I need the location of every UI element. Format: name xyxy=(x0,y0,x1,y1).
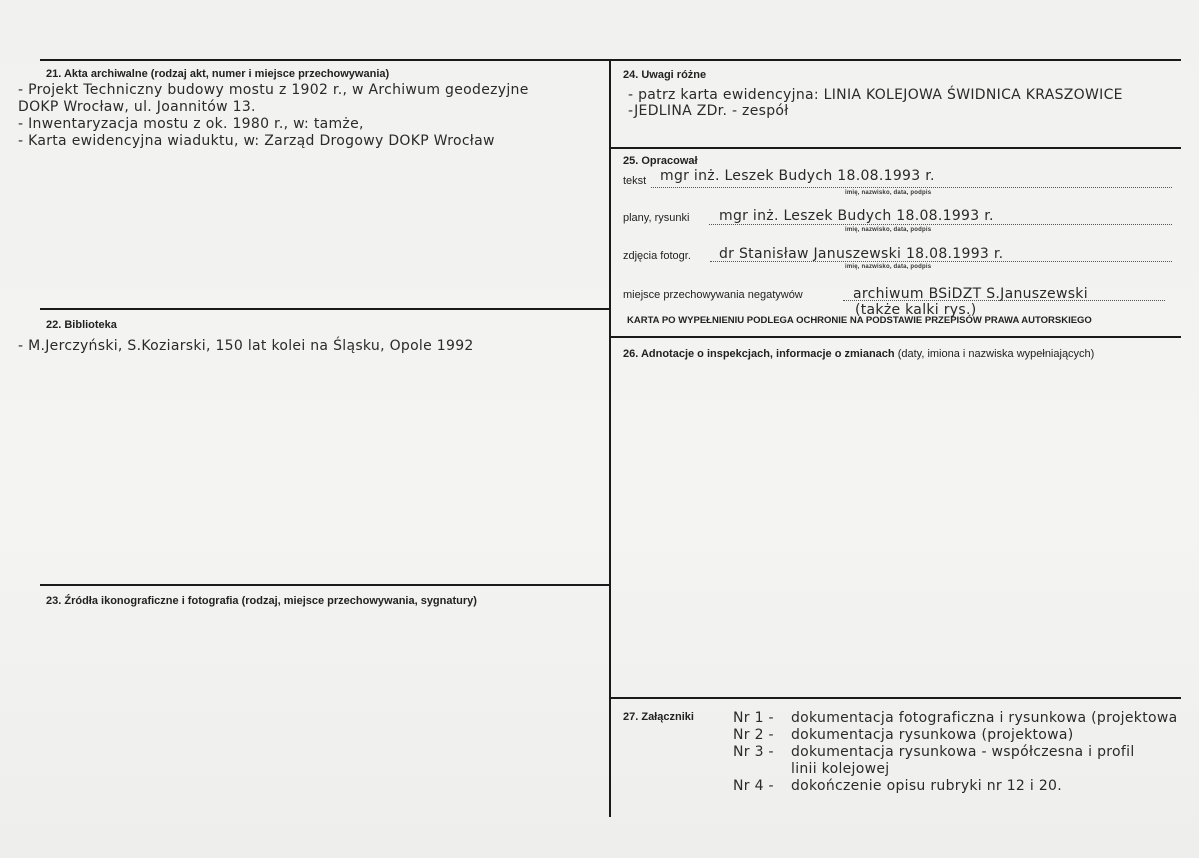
attachment-row-3 xyxy=(733,744,1135,761)
section-24-heading: 24. Uwagi różne xyxy=(623,69,707,81)
section-26-heading-main: 26. Adnotacje o inspekcjach, informacje o zmianach xyxy=(623,348,895,360)
plany-caption: imię, nazwisko, data, podpis xyxy=(845,227,932,233)
section-26-heading-sub: (daty, imiona i nazwiska wypełniających) xyxy=(897,348,1095,360)
zdjecia-value: dr Stanisław Januszewski 18.08.1993 r. xyxy=(719,246,1004,262)
divider-center-vertical xyxy=(609,59,611,817)
section-21-line-2: DOKP Wrocław, ul. Joannitów 13. xyxy=(18,99,256,115)
section-27-heading: 27. Załączniki xyxy=(623,711,694,723)
divider-top-right xyxy=(611,59,1181,61)
tekst-caption: imię, nazwisko, data, podpis xyxy=(845,190,932,196)
attachment-nr: Nr 2 - xyxy=(733,727,774,743)
attachment-text: dokumentacja rysunkowa (projektowa) xyxy=(791,727,1074,743)
attachment-row-1 xyxy=(733,710,1177,727)
attachment-row-5 xyxy=(733,778,1062,795)
section-21-line-4: - Karta ewidencyjna wiaduktu, w: Zarząd Drogowy DOKP Wrocław xyxy=(18,133,495,149)
divider-26-27 xyxy=(611,697,1181,699)
divider-21-22 xyxy=(40,308,610,310)
section-21-line-3: - Inwentaryzacja mostu z ok. 1980 r., w: tamże, xyxy=(18,116,364,132)
section-26-heading xyxy=(623,348,1094,360)
attachment-row-4 xyxy=(733,761,889,778)
attachment-nr: Nr 3 - xyxy=(733,744,774,760)
section-22-line-1: - M.Jerczyński, S.Koziarski, 150 lat kolei na Śląsku, Opole 1992 xyxy=(18,338,474,354)
tekst-dotted-line xyxy=(651,187,1172,188)
attachment-text: dokończenie opisu rubryki nr 12 i 20. xyxy=(791,778,1062,794)
negatywy-label: miejsce przechowywania negatywów xyxy=(623,289,803,301)
section-25-heading: 25. Opracował xyxy=(623,155,698,167)
tekst-value: mgr inż. Leszek Budych 18.08.1993 r. xyxy=(660,168,935,184)
zdjecia-caption: imię, nazwisko, data, podpis xyxy=(845,264,932,270)
section-24-line-2: -JEDLINA ZDr. - zespół xyxy=(628,103,789,119)
attachment-text: linii kolejowej xyxy=(791,761,890,777)
tekst-label: tekst xyxy=(623,175,647,187)
negatywy-value-2: (także kalki rys.) xyxy=(855,302,977,318)
attachment-nr: Nr 1 - xyxy=(733,710,774,726)
section-23-heading: 23. Źródła ikonograficzne i fotografia (rodzaj, miejsce przechowywania, sygnatury) xyxy=(46,595,477,607)
attachment-text: dokumentacja rysunkowa - współczesna i profil xyxy=(791,744,1135,760)
divider-25-26 xyxy=(611,336,1181,338)
attachment-nr: Nr 4 - xyxy=(733,778,774,794)
section-21-line-1: - Projekt Techniczny budowy mostu z 1902 r., w Archiwum geodezyjne xyxy=(18,82,529,98)
section-21-heading: 21. Akta archiwalne (rodzaj akt, numer i miejsce przechowywania) xyxy=(46,68,390,80)
negatywy-value: archiwum BSiDZT S.Januszewski xyxy=(853,286,1088,302)
plany-label: plany, rysunki xyxy=(623,212,690,224)
attachment-row-2 xyxy=(733,727,1074,744)
divider-22-23 xyxy=(40,584,610,586)
section-24-line-1: - patrz karta ewidencyjna: LINIA KOLEJOWA ŚWIDNICA KRASZOWICE xyxy=(628,87,1123,103)
section-22-heading: 22. Biblioteka xyxy=(46,319,117,331)
plany-value: mgr inż. Leszek Budych 18.08.1993 r. xyxy=(719,208,994,224)
attachment-nr xyxy=(733,761,791,778)
divider-top-left xyxy=(40,59,611,61)
zdjecia-label: zdjęcia fotogr. xyxy=(623,250,691,262)
attachment-text: dokumentacja fotograficzna i rysunkowa (projektowa xyxy=(791,710,1178,726)
copyright-notice: KARTA PO WYPEŁNIENIU PODLEGA OCHRONIE NA PODSTAWIE PRZEPISÓW PRAWA AUTORSKIEGO xyxy=(627,315,1092,326)
divider-24-25 xyxy=(611,147,1181,149)
